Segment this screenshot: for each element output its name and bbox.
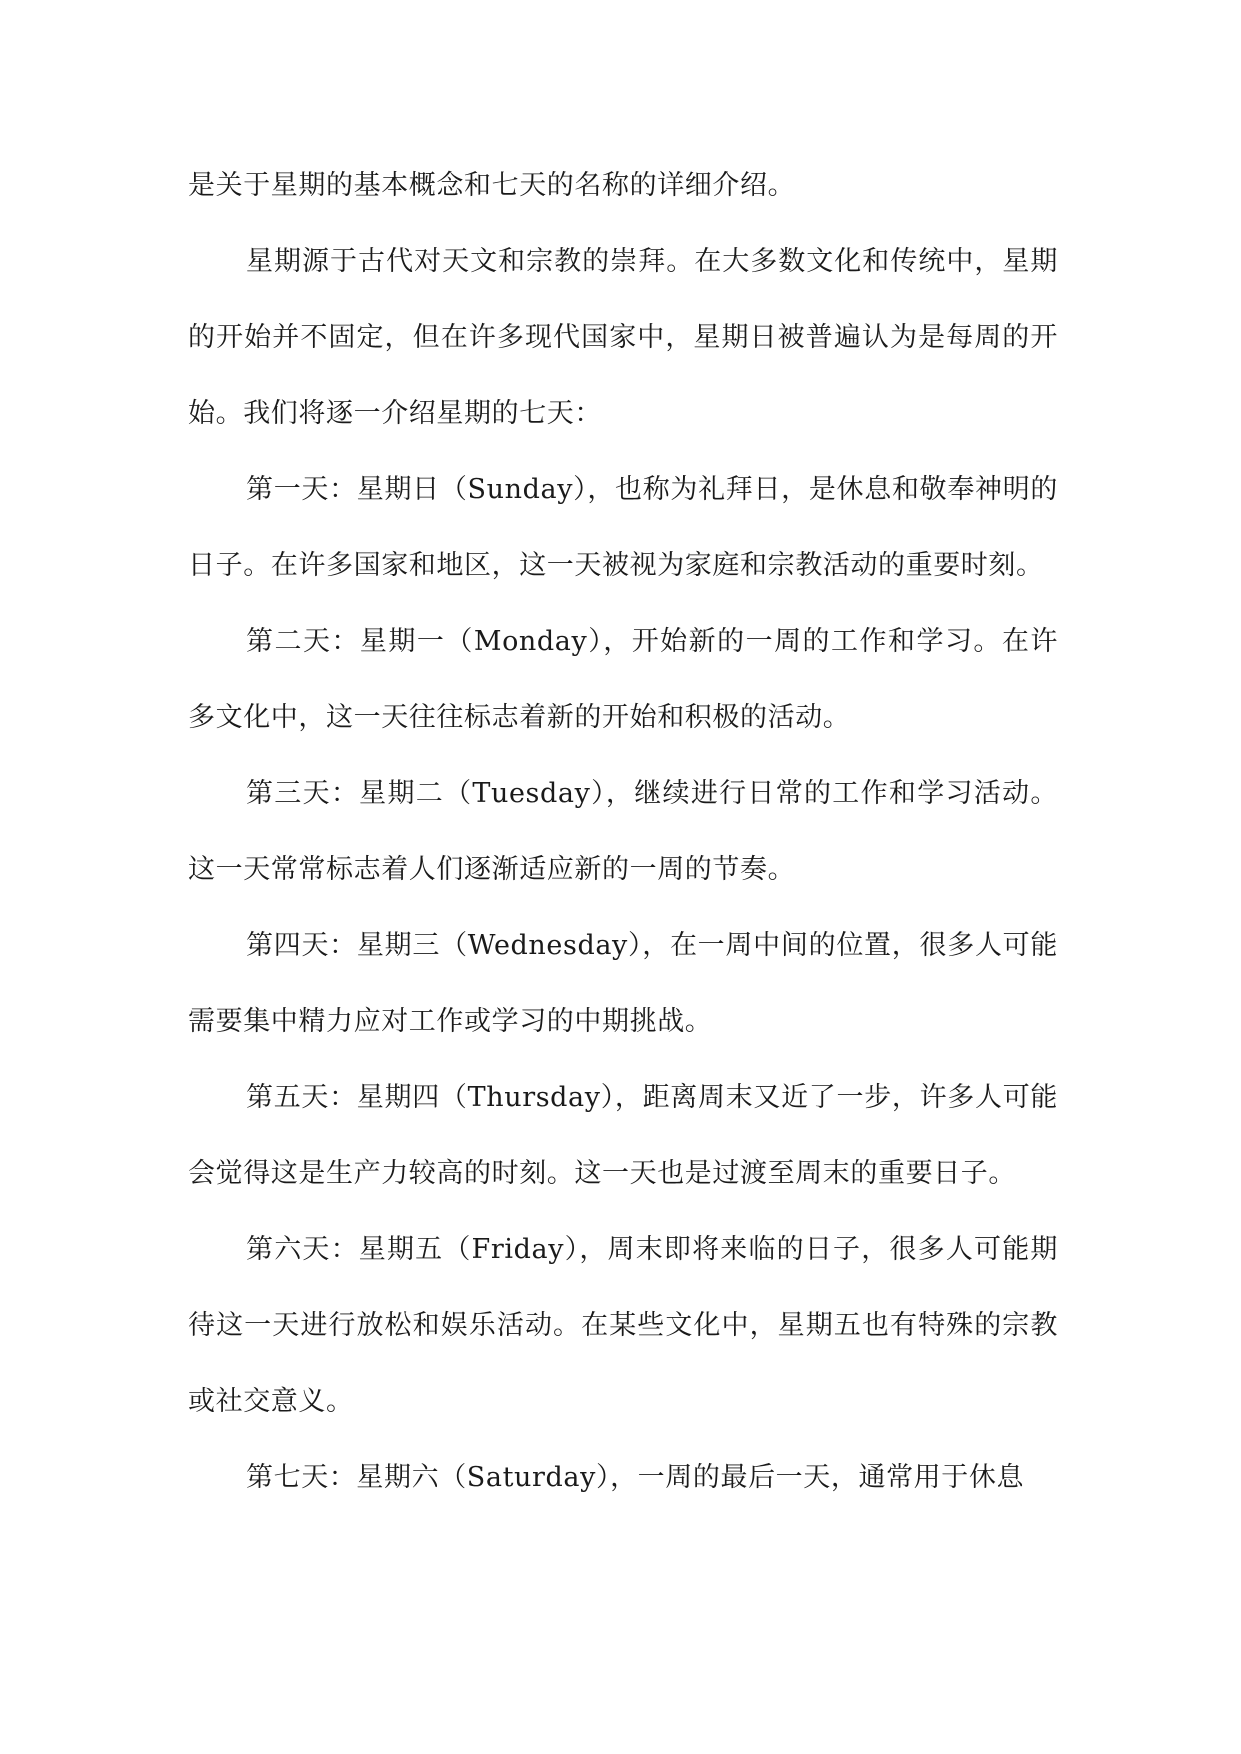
paragraph-intro-continued: 是关于星期的基本概念和七天的名称的详细介绍。 bbox=[188, 170, 796, 201]
paragraph-friday: 第六天：星期五（Friday），周末即将来临的日子，很多人可能期待这一天进行放松和娱乐活动。在某些文化中，星期五也有特殊的宗教或社交意义。 bbox=[188, 1234, 1058, 1417]
paragraph-saturday: 第七天：星期六（Saturday），一周的最后一天，通常用于休息 bbox=[246, 1462, 1025, 1493]
paragraph-monday: 第二天：星期一（Monday），开始新的一周的工作和学习。在许多文化中，这一天往往标志着新的开始和积极的活动。 bbox=[188, 626, 1058, 733]
paragraph-sunday: 第一天：星期日（Sunday），也称为礼拜日，是休息和敬奉神明的日子。在许多国家和地区，这一天被视为家庭和宗教活动的重要时刻。 bbox=[188, 474, 1058, 581]
document-body bbox=[188, 148, 1058, 1516]
paragraph-tuesday: 第三天：星期二（Tuesday），继续进行日常的工作和学习活动。这一天常常标志着人们逐渐适应新的一周的节奏。 bbox=[188, 778, 1058, 885]
paragraph-wednesday: 第四天：星期三（Wednesday），在一周中间的位置，很多人可能需要集中精力应对工作或学习的中期挑战。 bbox=[188, 930, 1058, 1037]
paragraph-thursday: 第五天：星期四（Thursday），距离周末又近了一步，许多人可能会觉得这是生产力较高的时刻。这一天也是过渡至周末的重要日子。 bbox=[188, 1082, 1058, 1189]
paragraph-origin: 星期源于古代对天文和宗教的崇拜。在大多数文化和传统中，星期的开始并不固定，但在许多现代国家中，星期日被普遍认为是每周的开始。我们将逐一介绍星期的七天： bbox=[188, 246, 1058, 429]
